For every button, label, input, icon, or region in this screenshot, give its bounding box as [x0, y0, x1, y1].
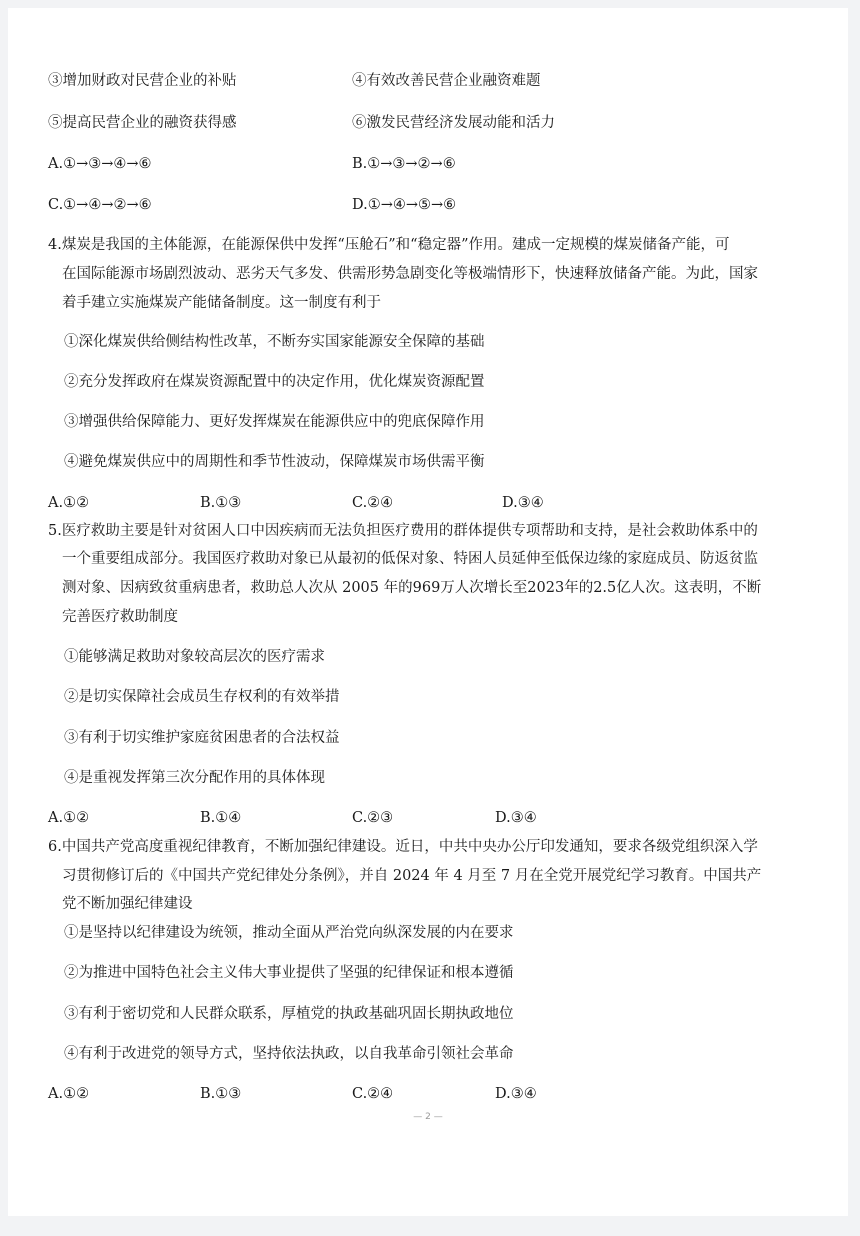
q3-option-5: ⑤提高民营企业的融资获得感 — [48, 115, 237, 131]
q6-option-4: ④有利于改进党的领导方式，坚持依法执政，以自我革命引领社会革命 — [64, 1046, 514, 1062]
q5-choice-d: D.③④ — [495, 810, 537, 826]
q3-option-6: ⑥激发民营经济发展动能和活力 — [352, 115, 555, 131]
q6-stem-line-3: 党不断加强纪律建设 — [62, 896, 193, 912]
q6-option-3: ③有利于密切党和人民群众联系，厚植党的执政基础巩固长期执政地位 — [64, 1006, 514, 1022]
exam-page — [8, 8, 848, 1216]
q5-option-2: ②是切实保障社会成员生存权利的有效举措 — [64, 689, 340, 705]
q5-choice-b: B.①④ — [200, 810, 242, 826]
q4-stem-line-2: 在国际能源市场剧烈波动、恶劣天气多发、供需形势急剧变化等极端情形下，快速释放储备产能。为此，国家 — [62, 266, 758, 282]
q5-option-3: ③有利于切实维护家庭贫困患者的合法权益 — [64, 730, 340, 746]
q6-choice-b: B.①③ — [200, 1086, 242, 1102]
q4-option-1: ①深化煤炭供给侧结构性改革，不断夯实国家能源安全保障的基础 — [64, 334, 485, 350]
q4-choice-b: B.①③ — [200, 495, 242, 511]
q3-choice-b: B.①→③→②→⑥ — [352, 156, 456, 172]
q5-choice-a: A.①② — [48, 810, 90, 826]
q4-option-3: ③增强供给保障能力、更好发挥煤炭在能源供应中的兜底保障作用 — [64, 414, 485, 430]
q4-choice-a: A.①② — [48, 495, 90, 511]
q4-option-4: ④避免煤炭供应中的周期性和季节性波动，保障煤炭市场供需平衡 — [64, 454, 485, 470]
q4-choice-c: C.②④ — [352, 495, 394, 511]
q4-option-2: ②充分发挥政府在煤炭资源配置中的决定作用，优化煤炭资源配置 — [64, 374, 485, 390]
q4-stem-line-1: 4.煤炭是我国的主体能源，在能源保供中发挥“压舱石”和“稳定器”作用。建成一定规模的煤炭储备产能，可 — [48, 237, 730, 253]
q5-stem-line-3: 测对象、因病致贫重病患者，救助总人次从 2005 年的969万人次增长至2023年的2.5亿人次。这表明，不断 — [62, 580, 762, 596]
q3-option-4: ④有效改善民营企业融资难题 — [352, 73, 541, 89]
q6-option-1: ①是坚持以纪律建设为统领，推动全面从严治党向纵深发展的内在要求 — [64, 925, 514, 941]
q4-choice-d: D.③④ — [502, 495, 544, 511]
q5-option-4: ④是重视发挥第三次分配作用的具体体现 — [64, 770, 325, 786]
q6-choice-a: A.①② — [48, 1086, 90, 1102]
page-number: — 2 — — [413, 1112, 443, 1122]
q6-stem-line-2: 习贯彻修订后的《中国共产党纪律处分条例》，并自 2024 年 4 月至 7 月在全党开展党纪学习教育。中国共产 — [62, 868, 762, 884]
q5-stem-line-2: 一个重要组成部分。我国医疗救助对象已从最初的低保对象、特困人员延伸至低保边缘的家庭成员、防返贫监 — [62, 551, 758, 567]
q5-stem-line-4: 完善医疗救助制度 — [62, 609, 178, 625]
q6-choice-d: D.③④ — [495, 1086, 537, 1102]
q6-choice-c: C.②④ — [352, 1086, 394, 1102]
q3-choice-a: A.①→③→④→⑥ — [48, 156, 152, 172]
q5-stem-line-1: 5.医疗救助主要是针对贫困人口中因疾病而无法负担医疗费用的群体提供专项帮助和支持，是社会救助体系中的 — [48, 523, 758, 539]
q5-option-1: ①能够满足救助对象较高层次的医疗需求 — [64, 649, 325, 665]
q6-option-2: ②为推进中国特色社会主义伟大事业提供了坚强的纪律保证和根本遵循 — [64, 965, 514, 981]
q5-choice-c: C.②③ — [352, 810, 394, 826]
q6-stem-line-1: 6.中国共产党高度重视纪律教育，不断加强纪律建设。近日，中共中央办公厅印发通知，要求各级党组织深入学 — [48, 839, 758, 855]
q4-stem-line-3: 着手建立实施煤炭产能储备制度。这一制度有利于 — [62, 295, 381, 311]
q3-option-3: ③增加财政对民营企业的补贴 — [48, 73, 237, 89]
q3-choice-c: C.①→④→②→⑥ — [48, 197, 152, 213]
q3-choice-d: D.①→④→⑤→⑥ — [352, 197, 457, 213]
